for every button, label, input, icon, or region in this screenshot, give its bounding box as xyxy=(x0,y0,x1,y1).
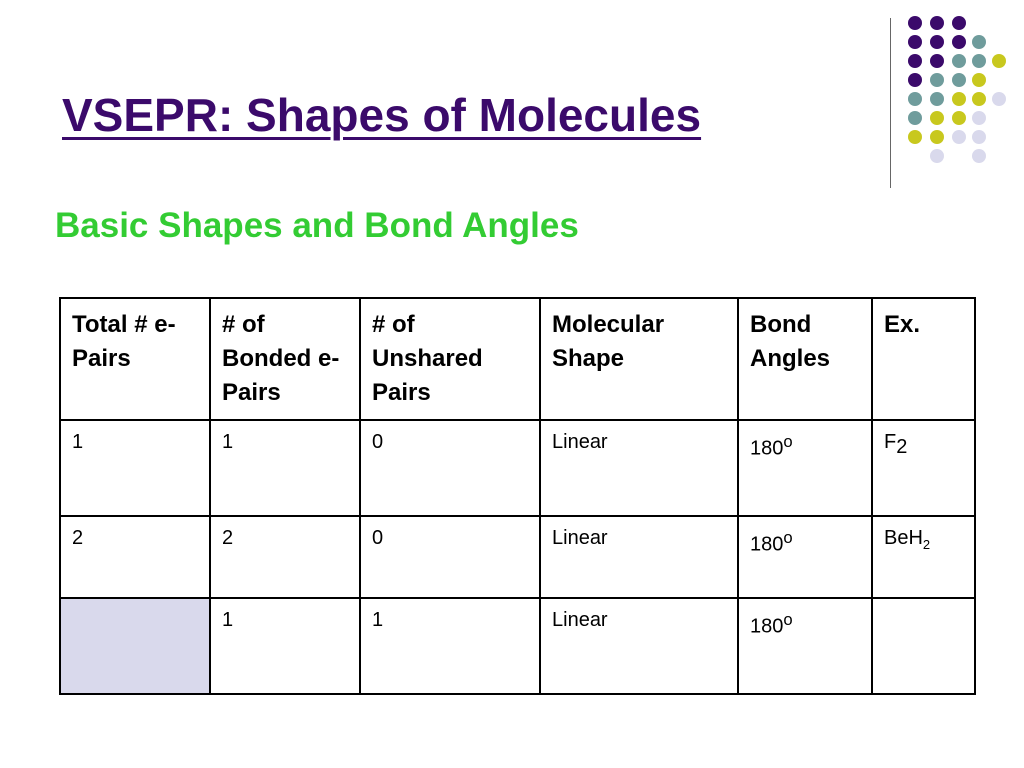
dot-teal xyxy=(930,73,944,87)
dot-teal xyxy=(930,92,944,106)
header-bond-angles: Bond Angles xyxy=(738,298,872,420)
dot-lavender xyxy=(972,111,986,125)
dot-lavender xyxy=(972,130,986,144)
cell-shape: Linear xyxy=(540,420,738,516)
dot-yellow xyxy=(972,73,986,87)
header-example: Ex. xyxy=(872,298,975,420)
cell-angle xyxy=(738,598,872,694)
table-row xyxy=(60,516,975,598)
decorative-divider-line xyxy=(890,18,891,188)
slide-title: VSEPR: Shapes of Molecules xyxy=(62,89,702,141)
example-subscript: 2 xyxy=(922,537,931,552)
degree-mark: o xyxy=(783,528,793,547)
dot-lavender xyxy=(952,130,966,144)
dot-purple xyxy=(908,54,922,68)
cell-example xyxy=(872,420,975,516)
dot-lavender xyxy=(992,92,1006,106)
dot-teal xyxy=(972,54,986,68)
dot-purple xyxy=(930,16,944,30)
example-formula: BeH xyxy=(884,527,923,549)
header-total-pairs: Total # e-Pairs xyxy=(60,298,210,420)
dot-purple xyxy=(908,73,922,87)
dot-purple xyxy=(930,35,944,49)
dot-teal xyxy=(972,35,986,49)
slide-subtitle: Basic Shapes and Bond Angles xyxy=(55,206,579,245)
degree-mark: o xyxy=(783,432,793,451)
cell-unshared: 0 xyxy=(360,516,540,598)
cell-unshared: 0 xyxy=(360,420,540,516)
dot-teal xyxy=(952,54,966,68)
cell-example xyxy=(872,516,975,598)
table-row xyxy=(60,598,975,694)
table-row xyxy=(60,420,975,516)
cell-total-shaded xyxy=(60,598,210,694)
vsepr-table xyxy=(59,297,976,695)
dot-teal xyxy=(908,92,922,106)
dot-yellow xyxy=(992,54,1006,68)
cell-bonded: 2 xyxy=(210,516,360,598)
header-unshared-pairs: # of Unshared Pairs xyxy=(360,298,540,420)
dot-purple xyxy=(952,35,966,49)
cell-total: 1 xyxy=(60,420,210,516)
cell-total: 2 xyxy=(60,516,210,598)
dot-yellow xyxy=(952,111,966,125)
cell-bonded: 1 xyxy=(210,598,360,694)
dot-yellow xyxy=(930,130,944,144)
dot-lavender xyxy=(930,149,944,163)
dot-yellow xyxy=(930,111,944,125)
cell-shape: Linear xyxy=(540,516,738,598)
example-formula: F xyxy=(884,431,897,453)
header-bonded-pairs: # of Bonded e- Pairs xyxy=(210,298,360,420)
degree-mark: o xyxy=(783,610,793,629)
dot-purple xyxy=(908,16,922,30)
cell-shape: Linear xyxy=(540,598,738,694)
cell-unshared: 1 xyxy=(360,598,540,694)
dot-teal xyxy=(952,73,966,87)
angle-value: 180 xyxy=(750,437,784,460)
dot-teal xyxy=(908,111,922,125)
header-molecular-shape: Molecular Shape xyxy=(540,298,738,420)
example-subscript: 2 xyxy=(896,436,908,458)
table-header-row xyxy=(60,298,975,420)
cell-bonded: 1 xyxy=(210,420,360,516)
dot-lavender xyxy=(972,149,986,163)
cell-example xyxy=(872,598,975,694)
angle-value: 180 xyxy=(750,533,784,556)
dot-purple xyxy=(908,35,922,49)
cell-angle xyxy=(738,516,872,598)
dot-purple xyxy=(930,54,944,68)
dot-yellow xyxy=(908,130,922,144)
dot-yellow xyxy=(972,92,986,106)
angle-value: 180 xyxy=(750,615,784,638)
dot-purple xyxy=(952,16,966,30)
cell-angle xyxy=(738,420,872,516)
dot-yellow xyxy=(952,92,966,106)
